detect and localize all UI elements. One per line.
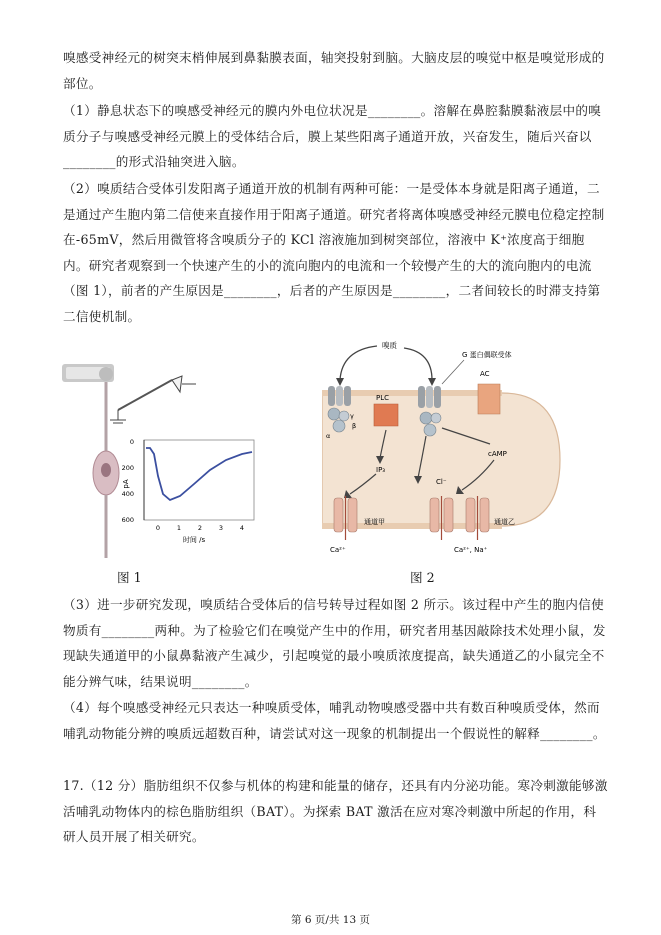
paragraph-q1: （1）静息状态下的嗅感受神经元的膜内外电位状况是________。溶解在鼻腔黏膜黏液层中的嗅质分子与嗅感受神经元膜上的受体结合后，膜上某些阳离子通道开放，兴奋发生，随后兴奋以________的形式沿轴突进入脑。	[63, 103, 602, 170]
paragraph-q17: 17.（12 分）脂肪组织不仅参与机体的构建和能量的储存，还具有内分泌功能。寒冷刺激能够激活哺乳动物体内的棕色脂肪组织（BAT）。为探索 BAT 激活在应对寒冷刺激中所起的作用，科研人员开展了相关研究。	[63, 778, 608, 845]
y-tick: 200	[121, 464, 134, 472]
paragraph-intro: 嗅感受神经元的树突末梢伸展到鼻黏膜表面，轴突投射到脑。大脑皮层的嗅觉中枢是嗅觉形成的部位。	[63, 50, 605, 91]
beta-label: β	[352, 422, 357, 430]
neuron-nucleus	[101, 463, 111, 477]
camp-label: cAMP	[488, 450, 507, 458]
channel-a-label: 通道甲	[364, 518, 385, 526]
chloride-label: Cl⁻	[436, 478, 447, 486]
x-tick: 3	[218, 524, 224, 532]
y-tick: 600	[121, 516, 134, 524]
y-tick: 0	[129, 438, 134, 446]
x-axis-label: 时间 /s	[182, 536, 206, 544]
x-tick: 0	[155, 524, 161, 532]
channel-a	[334, 496, 357, 540]
x-tick: 1	[176, 524, 182, 532]
amplifier-symbol	[172, 376, 182, 392]
plc-enzyme	[374, 404, 398, 426]
odorant-arrow-left	[340, 346, 377, 380]
gamma-label: γ	[350, 412, 354, 420]
channel-b	[466, 496, 489, 540]
alpha-label: α	[326, 432, 331, 440]
channel-cl	[430, 496, 453, 540]
gpcr-label: G 蛋白偶联受体	[462, 351, 512, 359]
figure-2-caption: 图 2	[410, 570, 435, 585]
paragraph-q2: （2）嗅质结合受体引发阳离子通道开放的机制有两种可能：一是受体本身就是阳离子通道，二是通过产生胞内第二信使来直接作用于阳离子通道。研究者将离体嗅感受神经元膜电位稳定控制在-65mV，然后用微管将含嗅质分子的 KCl 溶液施加到树突部位，溶液中 K⁺浓度高于细胞内。研究者观察到一个快速产生的小的流向胞内的电流和一个较慢产生的大的流向胞内的电流（图 1），前者的产生原因是________，后者的产生原因是________，二者间较长的时滞支持第二信使机制。	[63, 181, 605, 324]
y-tick: 400	[121, 490, 134, 498]
figure-1	[62, 358, 262, 558]
page-footer: 第 6 页/共 13 页	[291, 914, 370, 926]
calcium-sodium-label: Ca²⁺, Na⁺	[454, 546, 488, 554]
paragraph-q4: （4）每个嗅感受神经元只表达一种嗅质受体，哺乳动物嗅感受器中共有数百种嗅质受体，然而哺乳动物能分辨的嗅质远超数百种，请尝试对这一现象的机制提出一个假说性的解释________。	[63, 700, 606, 741]
figure-1-caption: 图 1	[117, 570, 142, 585]
ip3-label: IP₃	[376, 466, 386, 474]
odorant-arrow-right	[404, 348, 432, 380]
odorant-label: 嗅质	[382, 341, 397, 350]
current-trace-plot	[122, 438, 254, 544]
channel-b-label: 通道乙	[494, 518, 515, 526]
calcium-label: Ca²⁺	[330, 546, 346, 554]
x-tick: 4	[239, 524, 245, 532]
y-axis-label: pA	[122, 479, 130, 489]
figure-2	[322, 338, 567, 560]
plc-label: PLC	[376, 394, 390, 402]
x-tick: 2	[197, 524, 203, 532]
ac-enzyme	[478, 384, 500, 414]
paragraph-q3: （3）进一步研究发现，嗅质结合受体后的信号转导过程如图 2 所示。该过程中产生的胞内信使物质有________两种。为了检验它们在嗅觉产生中的作用，研究者用基因敲除技术处理小鼠，发现缺失通道甲的小鼠鼻黏液产生减少，引起嗅觉的最小嗅质浓度提高，缺失通道乙的小鼠完全不能分辨气味，结果说明________。	[63, 597, 606, 689]
ac-label: AC	[480, 370, 490, 378]
recording-electrode	[118, 380, 172, 410]
